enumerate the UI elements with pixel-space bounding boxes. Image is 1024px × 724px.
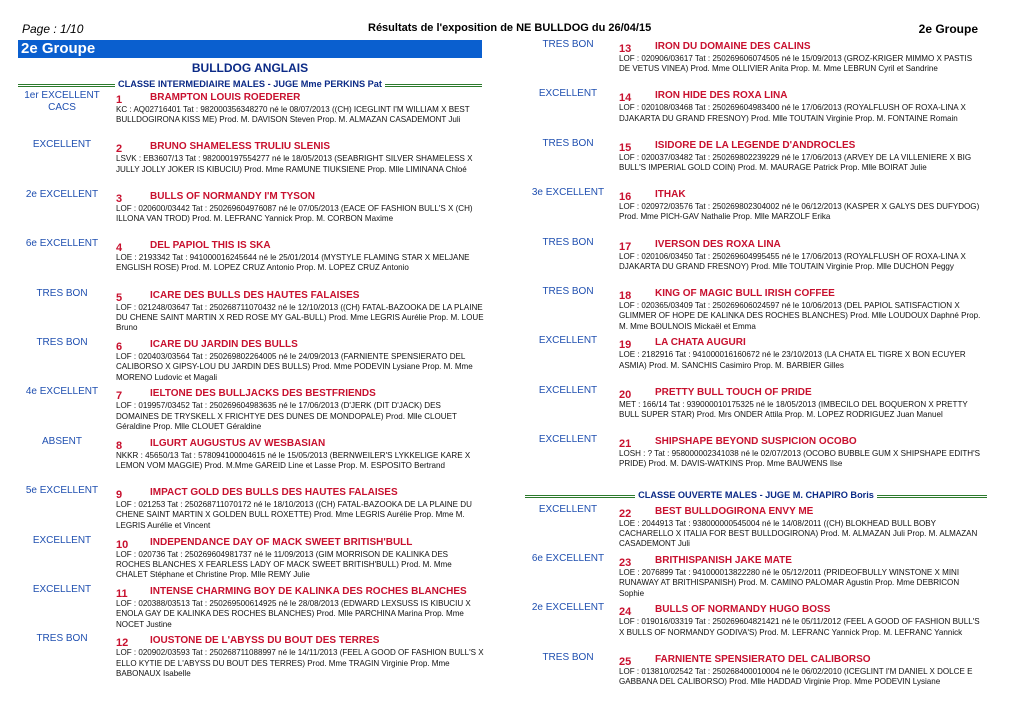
entry-grade bbox=[525, 434, 611, 446]
grade-label: 2e EXCELLENT bbox=[531, 602, 605, 614]
grade-label: TRES BON bbox=[36, 287, 88, 299]
grade-label: TRES BON bbox=[36, 336, 88, 348]
dog-details: LOE : 2182916 Tat : 941000016160672 né le 23/10/2013 (LA CHATA EL TIGRE X BON ECUYER ASMIA) Prod. M. SANCHIS Casimiro Prop. M. BARBIER Gilles bbox=[619, 350, 966, 370]
entry-grade bbox=[18, 189, 106, 201]
entry-grade bbox=[525, 187, 611, 199]
dog-details: LOF : 020736 Tat : 250269604981737 né le 11/09/2013 (GIM MORRISON DE KALINKA DES ROCHES BLANCHES X FEARLESS LADY OF MACK SWEET BRITISH'BULL) Prod. M. Mme CHALET Stéphane et Christine Prop. Mlle REMY Julie bbox=[116, 549, 452, 580]
entry-number: 14 bbox=[619, 92, 632, 105]
grade-label: EXCELLENT bbox=[538, 384, 598, 396]
grade-label: 5e EXCELLENT bbox=[25, 485, 99, 497]
grade-award: CACS bbox=[48, 102, 76, 113]
right-column bbox=[525, 40, 987, 702]
entry-number: 1 bbox=[116, 94, 123, 106]
list-item bbox=[18, 338, 482, 387]
entry-number: 22 bbox=[619, 507, 632, 520]
entry-grade bbox=[18, 238, 106, 250]
dog-name: BULLS OF NORMANDY HUGO BOSS bbox=[655, 604, 831, 616]
entry-number: 20 bbox=[619, 388, 632, 401]
grade-label: TRES BON bbox=[542, 137, 594, 149]
entry-number: 17 bbox=[619, 240, 632, 253]
list-item bbox=[525, 89, 987, 138]
entry-grade bbox=[18, 90, 106, 114]
entry-number: 4 bbox=[116, 242, 123, 255]
entry-number: 24 bbox=[619, 606, 632, 619]
grade-label: EXCELLENT bbox=[32, 583, 92, 595]
list-item bbox=[525, 238, 987, 287]
dog-details: LOF : 020902/03593 Tat : 250268711088997 né le 14/11/2013 (FEEL A GOOD OF FASHION BULL'S X ELLO KYTIE DE L'ABYSS DU BOUT DES TERRES) Prod. Mme TRAGIN Virginie Prop. Mme BABONAUX Isabelle bbox=[116, 648, 484, 678]
entry-grade bbox=[525, 553, 611, 565]
dog-details: LOF : 020972/03576 Tat : 250269802304002 né le 06/12/2013 (KASPER X GALYS DES DUFYDOG) Prod. Mme PICH-GAV Nathalie Prop. Mlle MARZOLF Erika bbox=[619, 202, 980, 222]
grade-label: 2e EXCELLENT bbox=[25, 188, 99, 200]
entry-grade bbox=[525, 652, 611, 664]
dog-details: LOF : 021248/03647 Tat : 250268711070432 né le 12/10/2013 ((CH) FATAL-BAZOOKA DE LA PLAINE DU CHENE SAINT MARTIN X RED ROSE MY GAL-BULL) Prod. Mme LEGRIS Aurélie Prop. M. LOUE Bruno bbox=[116, 302, 484, 333]
dog-details: LOF : 019957/03452 Tat : 250269604983635 né le 17/06/2013 (D'JERK (DIT D'JACK) DES DOMAINES DE TRYSKELL X FRICHTYE DES DUNES DE MONDOPALE) Prod. Mlle CLOUET Géraldine Prop. Mlle CLOUET Géraldine bbox=[116, 401, 457, 431]
dog-details: LOE : 2076899 Tat : 941000013822280 né le 05/12/2011 (PRIDEOFBULLY WINSTONE X MINI RUNAWAY AT BRITHISPANISH) Prod. M. CAMINO PALOMAR Agustin Prop. Mme DEBRICON Sophie bbox=[619, 567, 960, 598]
entry-number: 3 bbox=[116, 192, 123, 205]
dog-details: LOF : 020106/03450 Tat : 250269604995455 né le 17/06/2013 (ROYALFLUSH OF ROXA-LINA X DJAKARTA DU GRAND FRESNOY) Prod. Mlle TOUTAIN Virginie Prop. Mlle DUCHON Peggy bbox=[619, 251, 966, 271]
list-item bbox=[18, 190, 482, 239]
grade-label: TRES BON bbox=[36, 633, 88, 645]
entry-number: 7 bbox=[116, 390, 123, 403]
grade-label: 6e EXCELLENT bbox=[531, 552, 605, 564]
dog-name: IMPACT GOLD DES BULLS DES HAUTES FALAISES bbox=[150, 487, 398, 499]
list-item bbox=[525, 40, 987, 89]
grade-label: TRES BON bbox=[542, 651, 594, 663]
grade-label: EXCELLENT bbox=[32, 534, 92, 546]
class-header-text: CLASSE OUVERTE MALES - JUGE M. CHAPIRO Boris bbox=[635, 488, 877, 502]
entry-grade bbox=[18, 139, 106, 151]
dog-name: DEL PAPIOL THIS IS SKA bbox=[150, 240, 271, 252]
entry-grade bbox=[18, 386, 106, 398]
list-item bbox=[525, 386, 987, 435]
list-item bbox=[525, 188, 987, 237]
list-item bbox=[18, 634, 482, 683]
list-item bbox=[525, 505, 987, 554]
dog-name: ITHAK bbox=[655, 189, 686, 201]
entry-grade bbox=[525, 39, 611, 51]
entry-number: 5 bbox=[116, 291, 123, 304]
grade-label: 4e EXCELLENT bbox=[25, 386, 99, 398]
dog-name: IELTONE DES BULLJACKS DES BESTFRIENDS bbox=[150, 388, 376, 400]
class-header-intermediaire bbox=[18, 77, 482, 91]
dog-details: LOE : 2044913 Tat : 938000000545004 né le 14/08/2011 ((CH) BLOKHEAD BULL BOBY CACHARELLO X ITALIA FOR BEST BULLDOGIRONA) Prod. M. ALMAZAN Juli Prop. M. ALMAZAN CASADEMONT Juli bbox=[619, 518, 978, 549]
entry-number: 13 bbox=[619, 43, 632, 55]
entry-grade bbox=[18, 337, 106, 349]
dog-name: BEST BULLDOGIRONA ENVY ME bbox=[655, 505, 814, 517]
dog-name: INDEPENDANCE DAY OF MACK SWEET BRITISH'BULL bbox=[150, 536, 413, 548]
list-item bbox=[18, 387, 482, 436]
grade-label: 1er EXCELLENT bbox=[24, 90, 100, 101]
dog-name: IVERSON DES ROXA LINA bbox=[655, 238, 781, 250]
dog-name: SHIPSHAPE BEYOND SUSPICION OCOBO bbox=[655, 436, 857, 448]
dog-details: NKKR : 45650/13 Tat : 578094100004615 né le 15/05/2013 (BERNWEILER'S LYKKELIGE KARE X LEMON VOM MAGGIE) Prod. M.Mme GAREID Line et Lasse Prop. M. ESPOSITO Bertrand bbox=[116, 450, 471, 471]
dog-name: ICARE DU JARDIN DES BULLS bbox=[150, 338, 298, 350]
dog-name: FARNIENTE SPENSIERATO DEL CALIBORSO bbox=[655, 653, 871, 665]
list-item bbox=[525, 139, 987, 188]
class-header-ouverte bbox=[525, 488, 987, 502]
list-item bbox=[525, 554, 987, 603]
entry-list-right-b bbox=[525, 505, 987, 703]
dog-details: LOF : 020388/03513 Tat : 250269500614925 né le 28/08/2013 (EDWARD LEXSUSS IS KIBUCIU X ENOLA GAY DE KALINKA DES ROCHES BLANCHES) Prod. Mlle PARCHINA Marina Prop. Mme NOCET Justine bbox=[116, 598, 471, 629]
list-item bbox=[525, 336, 987, 385]
entry-grade bbox=[525, 504, 611, 516]
list-item bbox=[18, 585, 482, 634]
entry-grade bbox=[18, 436, 106, 448]
dog-name: ICARE DES BULLS DES HAUTES FALAISES bbox=[150, 289, 360, 301]
dog-details: LOF : 020906/03617 Tat : 250269606074505 né le 15/09/2013 (GROZ-KRIGER MIMMO X PASTIS DE VETUS VINEA) Prod. Mme OLLIVIER Anita Prop. M. Mme LEBRUN Cyril et Sandrine bbox=[619, 54, 973, 74]
dog-name: IOUSTONE DE L'ABYSS DU BOUT DES TERRES bbox=[150, 635, 380, 647]
entry-grade bbox=[525, 335, 611, 347]
list-item bbox=[525, 603, 987, 652]
dog-name: BRUNO SHAMELESS TRULIU SLENIS bbox=[150, 141, 331, 153]
list-item bbox=[18, 536, 482, 585]
left-column bbox=[18, 40, 482, 684]
grade-label: EXCELLENT bbox=[538, 335, 598, 347]
entry-number: 8 bbox=[116, 439, 123, 452]
entry-list-left bbox=[18, 91, 482, 684]
entry-grade bbox=[525, 286, 611, 298]
list-item bbox=[525, 435, 987, 484]
entry-number: 16 bbox=[619, 191, 632, 204]
grade-label: EXCELLENT bbox=[538, 434, 598, 446]
grade-label: EXCELLENT bbox=[538, 88, 598, 100]
entry-number: 11 bbox=[116, 587, 128, 600]
dog-name: ISIDORE DE LA LEGENDE D'ANDROCLES bbox=[655, 139, 856, 151]
dog-name: IRON DU DOMAINE DES CALINS bbox=[655, 41, 811, 52]
grade-label: EXCELLENT bbox=[538, 503, 598, 515]
grade-label: TRES BON bbox=[542, 39, 594, 50]
dog-details: LOE : 2193342 Tat : 941000016245644 né le 25/01/2014 (MYSTYLE FLAMING STAR X MELJANE ENGLISH ROSE) Prod. M. LOPEZ CRUZ Antonio Prop. M. LOPEZ CRUZ Antonio bbox=[116, 253, 470, 273]
entry-number: 12 bbox=[116, 637, 129, 650]
dog-details: LOSH : ? Tat : 958000002341038 né le 02/07/2013 (OCOBO BUBBLE GUM X SHIPSHAPE EDITH'S PRIDE) Prod. M. DAVIS-WATKINS Prop. Mme BAUWENS Ilse bbox=[619, 449, 981, 469]
entry-number: 15 bbox=[619, 141, 632, 154]
entry-grade bbox=[18, 584, 106, 596]
entry-grade bbox=[18, 485, 106, 497]
entry-grade bbox=[18, 288, 106, 300]
dog-name: ILGURT AUGUSTUS AV WESBASIAN bbox=[150, 437, 326, 449]
entry-number: 9 bbox=[116, 489, 123, 502]
list-item bbox=[18, 486, 482, 535]
dog-details: LOF : 020365/03409 Tat : 250269606024597 né le 10/06/2013 (DEL PAPIOL SATISFACTION X GLIMMER OF HOPE DE KALINKA DES ROCHES BLANCHES) Prod. Mlle LOUDOUX Daphné Prop. M. Mme BOULNOIS Mickaël et Emma bbox=[619, 300, 981, 331]
list-item bbox=[18, 289, 482, 338]
list-item bbox=[18, 140, 482, 189]
entry-grade bbox=[18, 535, 106, 547]
dog-name: KING OF MAGIC BULL IRISH COFFEE bbox=[655, 287, 835, 299]
document-title: Résultats de l'exposition de NE BULLDOG du 26/04/15 bbox=[368, 22, 652, 34]
list-item bbox=[525, 287, 987, 336]
grade-label: EXCELLENT bbox=[32, 139, 92, 151]
entry-number: 2 bbox=[116, 143, 123, 156]
dog-details: LOF : 013810/02542 Tat : 250268400010004 né le 06/02/2010 (ICEGLINT I'M DANIEL X DOLCE E GABBANA DEL CALIBORSO) Prod. Mlle HADDAD Virginie Prop. Mme PODEVIN Lysiane bbox=[619, 666, 973, 686]
entry-number: 10 bbox=[116, 538, 129, 551]
grade-label: TRES BON bbox=[542, 236, 594, 248]
entry-number: 6 bbox=[116, 340, 123, 353]
entry-number: 19 bbox=[619, 339, 632, 352]
entry-grade bbox=[18, 633, 106, 645]
grade-label: 6e EXCELLENT bbox=[25, 238, 99, 250]
dog-details: LOF : 020037/03482 Tat : 250269802239229 né le 17/06/2013 (ARVEY DE LA VILLENIERE X BIG BULL'S IMPERIAL GOLD COIN) Prod. M. MAURAGE Patrick Prop. Mlle BOIRAT Julie bbox=[619, 152, 972, 173]
dog-details: LOF : 021253 Tat : 250268711070172 né le 18/10/2013 ((CH) FATAL-BAZOOKA DE LA PLAINE DU CHENE SAINT MARTIN X GOLDEN BULL ROXETTE) Prod. Mme LEGRIS Aurélie Prop. Mme M. LEGRIS Aurélie et Vincent bbox=[116, 500, 472, 530]
dog-name: PRETTY BULL TOUCH OF PRIDE bbox=[655, 386, 812, 398]
dog-details: LSVK : EB3607/13 Tat : 982000197554277 né le 18/05/2013 (SEABRIGHT SILVER SHAMELESS X JULLY JOLLY JOKER IS KIBUCIU) Prod. Mme RAMUNE TIUKSIENE Prop. Mlle LIMINANA Chloé bbox=[116, 154, 473, 174]
dog-details: KC : AQ02716401 Tat : 982000356348270 né le 08/07/2013 ((CH) ICEGLINT I'M WILLIAM X BEST BULLDOGIRONA KISS ME) Prod. M. DAVISON Steven Prop. M. ALMAZAN CASADEMONT Juli bbox=[116, 105, 470, 125]
entry-number: 23 bbox=[619, 556, 632, 569]
entry-grade bbox=[525, 138, 611, 150]
entry-number: 18 bbox=[619, 289, 632, 302]
dog-name: INTENSE CHARMING BOY DE KALINKA DES ROCHES BLANCHES bbox=[150, 585, 467, 597]
entry-grade bbox=[525, 385, 611, 397]
entry-list-right-a bbox=[525, 40, 987, 485]
class-header-text: CLASSE INTERMEDIAIRE MALES - JUGE Mme PERKINS Pat bbox=[115, 77, 385, 91]
list-item bbox=[18, 91, 482, 140]
dog-name: LA CHATA AUGURI bbox=[655, 337, 746, 349]
dog-details: LOF : 020108/03468 Tat : 250269604983400 né le 17/06/2013 (ROYALFLUSH OF ROXA-LINA X DJAKARTA DU GRAND FRESNOY) Prod. Mlle TOUTAIN Virginie Prop. M. FONTAINE Romain bbox=[619, 103, 966, 123]
group-title-bar: 2e Groupe bbox=[18, 40, 482, 58]
entry-grade bbox=[525, 88, 611, 100]
list-item bbox=[525, 653, 987, 702]
dog-name: BULLS OF NORMANDY I'M TYSON bbox=[150, 190, 315, 202]
dog-details: LOF : 019016/03319 Tat : 250269604821421 né le 05/11/2012 (FEEL A GOOD OF FASHION BULL'S X BULLS OF NORMANDY GODIVA'S) Prod. M. LEFRANC Yannick Prop. M. LEFRANC Yannick bbox=[619, 617, 980, 637]
dog-details: LOF : 020600/03442 Tat : 250269604976087 né le 07/05/2013 (EACE OF FASHION BULL'S X (CH) ILLONA VAN TROD) Prod. M. LEFRANC Yannick Prop. M. CORBON Maxime bbox=[116, 203, 473, 224]
entry-grade bbox=[525, 237, 611, 249]
grade-label: 3e EXCELLENT bbox=[531, 187, 605, 199]
dog-details: MET : 166/14 Tat : 939000010175325 né le 18/05/2013 (IMBECILO DEL BOQUERON X PRETTY BULL SUPER STAR) Prod. Mrs ONDER Attila Prop. M. LOPEZ RODRIGUEZ Juan Manuel bbox=[619, 399, 968, 420]
entry-grade bbox=[525, 602, 611, 614]
grade-label: TRES BON bbox=[542, 285, 594, 297]
dog-name: BRAMPTON LOUIS ROEDERER bbox=[150, 92, 301, 103]
dog-name: IRON HIDE DES ROXA LINA bbox=[655, 90, 788, 102]
page-number: Page : 1/10 bbox=[22, 22, 84, 36]
grade-label: ABSENT bbox=[41, 435, 82, 447]
dog-details: LOF : 020403/03564 Tat : 250269802264005 né le 24/09/2013 (FARNIENTE SPENSIERATO DEL CALIBORSO X GIPSY-LOU DU JARDIN DES BULLS) Prod. Mme PODEVIN Lysiane Prop. M. Mme MORENO Ludovic et Magali bbox=[116, 351, 473, 382]
dog-name: BRITHISPANISH JAKE MATE bbox=[655, 554, 792, 566]
list-item bbox=[18, 437, 482, 486]
header-group-label: 2e Groupe bbox=[918, 22, 978, 36]
breed-title: BULLDOG ANGLAIS bbox=[191, 61, 309, 75]
entry-number: 25 bbox=[619, 655, 632, 668]
list-item bbox=[18, 239, 482, 288]
entry-number: 21 bbox=[619, 438, 632, 451]
page-header bbox=[22, 22, 978, 38]
